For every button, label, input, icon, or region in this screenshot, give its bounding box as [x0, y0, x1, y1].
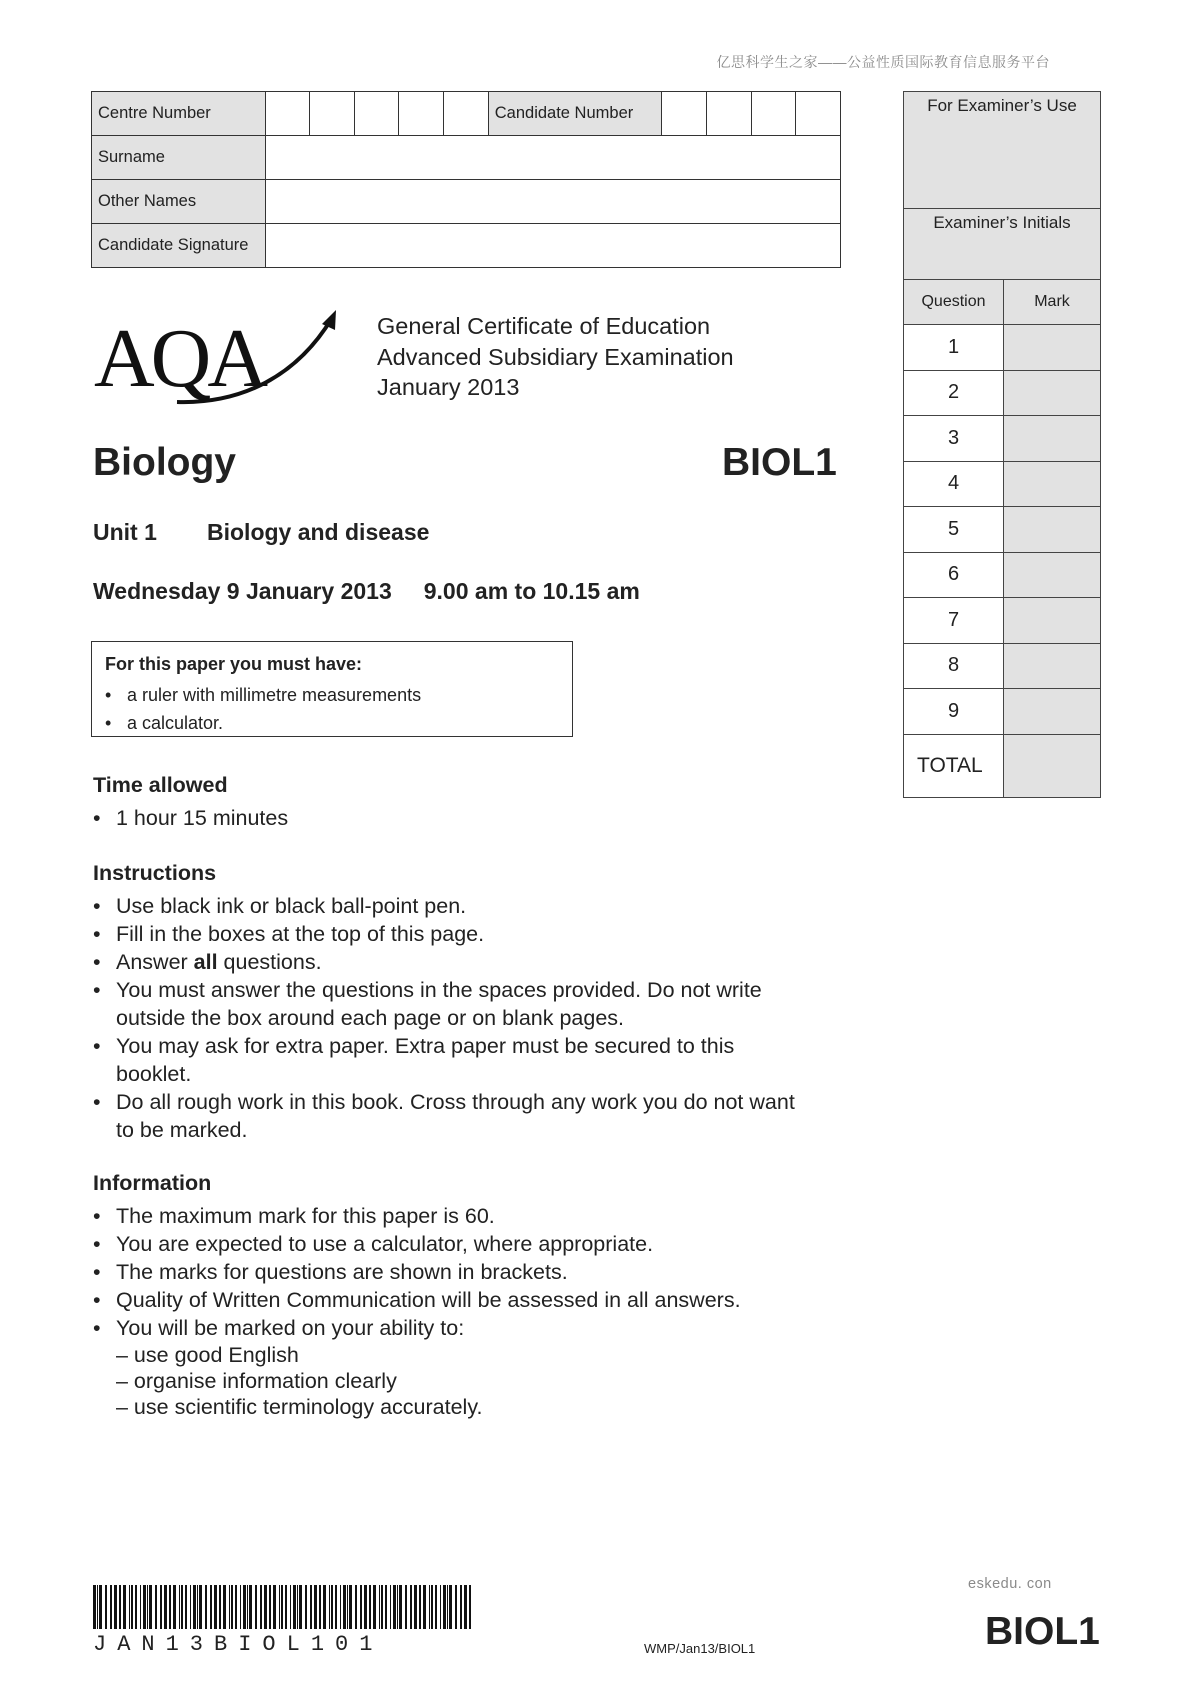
- exam-time: 9.00 am to 10.15 am: [423, 578, 640, 604]
- question-number: 3: [904, 416, 1004, 462]
- information-subitem: – organise information clearly: [116, 1369, 397, 1393]
- barcode-bar: [143, 1585, 146, 1629]
- surname-label: Surname: [92, 136, 266, 180]
- barcode-bar: [347, 1585, 348, 1629]
- barcode-bar: [185, 1585, 187, 1629]
- barcode-bar: [179, 1585, 180, 1629]
- information-section: [93, 1171, 813, 1420]
- barcode-bar: [149, 1585, 152, 1629]
- time-allowed-heading: Time allowed: [93, 773, 228, 797]
- other-names-field[interactable]: [265, 180, 840, 224]
- qualification-line: General Certificate of Education: [377, 313, 711, 339]
- signature-field[interactable]: [265, 224, 840, 268]
- barcode-bar: [135, 1585, 137, 1629]
- barcode-bar: [314, 1585, 317, 1629]
- question-number: 1: [904, 325, 1004, 371]
- must-have-heading: For this paper you must have:: [105, 654, 363, 674]
- barcode-bar: [460, 1585, 462, 1629]
- barcode-bar: [110, 1585, 112, 1629]
- barcode-bar: [379, 1585, 380, 1629]
- instruction-item: • Fill in the boxes at the top of this page.: [93, 920, 813, 948]
- question-number: 2: [904, 370, 1004, 416]
- barcode-bar: [399, 1585, 402, 1629]
- barcode-bar: [355, 1585, 357, 1629]
- barcode-bar: [435, 1585, 437, 1629]
- watermark-bottom: eskedu. con: [968, 1576, 1052, 1592]
- barcode-bar: [210, 1585, 212, 1629]
- barcode-bar: [105, 1585, 107, 1629]
- barcode-bar: [390, 1585, 391, 1629]
- barcode-bar: [155, 1585, 157, 1629]
- barcode-text: JAN13BIOL101: [93, 1632, 384, 1657]
- barcode-bar: [443, 1585, 446, 1629]
- barcode-bar: [240, 1585, 241, 1629]
- instruction-item: • You may ask for extra paper. Extra paper must be secured to this booklet.: [93, 1032, 813, 1088]
- barcode-bar: [410, 1585, 412, 1629]
- other-names-label: Other Names: [92, 180, 266, 224]
- barcode-bar: [249, 1585, 252, 1629]
- barcode-bar: [197, 1585, 198, 1629]
- mark-cell[interactable]: [1004, 507, 1101, 553]
- barcode-bar: [131, 1585, 133, 1629]
- barcode-bar: [323, 1585, 326, 1629]
- watermark-top: 亿思科学生之家——公益性质国际教育信息服务平台: [716, 54, 1050, 70]
- barcode-bar: [281, 1585, 283, 1629]
- surname-field[interactable]: [265, 136, 840, 180]
- examiner-use-label: For Examiner’s Use: [904, 92, 1101, 209]
- instruction-item: • Answer all questions.: [93, 948, 813, 976]
- centre-number-box[interactable]: [444, 92, 489, 136]
- information-item: • The marks for questions are shown in brackets.: [93, 1258, 813, 1286]
- mark-cell[interactable]: [1004, 416, 1101, 462]
- question-number: 6: [904, 552, 1004, 598]
- mark-cell[interactable]: [1004, 552, 1101, 598]
- unit-name: Biology and disease: [207, 519, 430, 545]
- barcode-bar: [114, 1585, 117, 1629]
- examiner-table: [903, 91, 1101, 798]
- barcode-bar: [169, 1585, 171, 1629]
- total-mark-cell[interactable]: [1004, 734, 1101, 797]
- barcode-bar: [147, 1585, 148, 1629]
- qualification-line: Advanced Subsidiary Examination: [377, 343, 734, 370]
- question-header: Question: [904, 280, 1004, 325]
- mark-cell[interactable]: [1004, 461, 1101, 507]
- barcode-bar: [349, 1585, 352, 1629]
- barcode-bar: [429, 1585, 430, 1629]
- barcode-bar: [329, 1585, 330, 1629]
- instructions-heading: Instructions: [93, 861, 217, 885]
- barcode-bar: [140, 1585, 141, 1629]
- unit-line: [93, 519, 430, 546]
- barcode: [93, 1585, 473, 1629]
- barcode-bar: [214, 1585, 217, 1629]
- barcode-bar: [414, 1585, 417, 1629]
- barcode-bar: [449, 1585, 452, 1629]
- barcode-bar: [269, 1585, 271, 1629]
- mark-cell[interactable]: [1004, 325, 1101, 371]
- barcode-bar: [431, 1585, 433, 1629]
- must-have-item: • a calculator.: [105, 709, 559, 737]
- information-subitem: – use good English: [116, 1343, 299, 1367]
- barcode-bar: [193, 1585, 196, 1629]
- barcode-bar: [160, 1585, 162, 1629]
- centre-number-box[interactable]: [399, 92, 444, 136]
- barcode-bar: [235, 1585, 237, 1629]
- instruction-item: • You must answer the questions in the spaces provided. Do not write outside the box around each page or on blank pages.: [93, 976, 813, 1032]
- must-have-box: [91, 641, 573, 737]
- barcode-bar: [373, 1585, 376, 1629]
- barcode-bar: [231, 1585, 233, 1629]
- barcode-bar: [181, 1585, 183, 1629]
- mark-header: Mark: [1004, 280, 1101, 325]
- centre-number-label: Centre Number: [92, 92, 266, 136]
- exam-date-line: [93, 578, 640, 605]
- question-number: 8: [904, 643, 1004, 689]
- total-label: TOTAL: [904, 734, 1004, 797]
- barcode-bar: [93, 1585, 96, 1629]
- barcode-bar: [223, 1585, 226, 1629]
- footer-code: WMP/Jan13/BIOL1: [644, 1641, 756, 1656]
- question-number: 4: [904, 461, 1004, 507]
- question-number: 7: [904, 598, 1004, 644]
- signature-label: Candidate Signature: [92, 224, 266, 268]
- paper-code: BIOL1: [722, 441, 837, 484]
- barcode-bar: [205, 1585, 207, 1629]
- unit-label: Unit 1: [93, 519, 157, 545]
- barcode-bar: [97, 1585, 98, 1629]
- candidate-number-box[interactable]: [662, 92, 707, 136]
- barcode-bar: [393, 1585, 396, 1629]
- emphasis-all: all: [193, 950, 218, 974]
- question-number: 9: [904, 689, 1004, 735]
- barcode-bar: [385, 1585, 387, 1629]
- candidate-details-table: [91, 91, 841, 268]
- information-item: • The maximum mark for this paper is 60.: [93, 1202, 813, 1230]
- barcode-bar: [469, 1585, 471, 1629]
- mark-cell[interactable]: [1004, 643, 1101, 689]
- information-item: • You will be marked on your ability to:: [93, 1314, 813, 1342]
- barcode-bar: [455, 1585, 457, 1629]
- barcode-bar: [255, 1585, 257, 1629]
- centre-number-box[interactable]: [310, 92, 355, 136]
- barcode-bar: [229, 1585, 230, 1629]
- barcode-bar: [293, 1585, 296, 1629]
- barcode-bar: [319, 1585, 321, 1629]
- candidate-number-box[interactable]: [706, 92, 751, 136]
- barcode-bar: [119, 1585, 121, 1629]
- information-item: • You are expected to use a calculator, where appropriate.: [93, 1230, 813, 1258]
- barcode-bar: [405, 1585, 407, 1629]
- information-heading: Information: [93, 1171, 212, 1195]
- barcode-bar: [464, 1585, 467, 1629]
- barcode-bar: [360, 1585, 362, 1629]
- barcode-bar: [310, 1585, 312, 1629]
- centre-number-box[interactable]: [265, 92, 310, 136]
- mark-cell[interactable]: [1004, 598, 1101, 644]
- barcode-bar: [285, 1585, 287, 1629]
- barcode-bar: [335, 1585, 337, 1629]
- time-allowed-section: [93, 773, 813, 832]
- barcode-bar: [190, 1585, 191, 1629]
- barcode-bar: [164, 1585, 167, 1629]
- must-have-item: • a ruler with millimetre measurements: [105, 681, 559, 709]
- barcode-bar: [123, 1585, 126, 1629]
- candidate-number-box[interactable]: [751, 92, 796, 136]
- time-allowed-item: • 1 hour 15 minutes: [93, 804, 813, 832]
- barcode-bar: [340, 1585, 341, 1629]
- barcode-bar: [447, 1585, 448, 1629]
- barcode-bar: [397, 1585, 398, 1629]
- barcode-bar: [199, 1585, 202, 1629]
- barcode-bar: [243, 1585, 246, 1629]
- instruction-item: • Do all rough work in this book. Cross through any work you do not want to be marked.: [93, 1088, 813, 1144]
- barcode-bar: [305, 1585, 307, 1629]
- barcode-bar: [343, 1585, 346, 1629]
- barcode-bar: [423, 1585, 426, 1629]
- mark-cell[interactable]: [1004, 689, 1101, 735]
- barcode-bar: [247, 1585, 248, 1629]
- centre-number-box[interactable]: [354, 92, 399, 136]
- question-number: 5: [904, 507, 1004, 553]
- aqa-logo: [92, 306, 342, 406]
- information-item: • Quality of Written Communication will be assessed in all answers.: [93, 1286, 813, 1314]
- barcode-bar: [173, 1585, 176, 1629]
- barcode-bar: [264, 1585, 267, 1629]
- candidate-number-box[interactable]: [796, 92, 841, 136]
- subject-title: Biology: [93, 441, 236, 484]
- barcode-bar: [219, 1585, 221, 1629]
- barcode-bar: [129, 1585, 130, 1629]
- barcode-bar: [297, 1585, 298, 1629]
- barcode-bar: [331, 1585, 333, 1629]
- mark-cell[interactable]: [1004, 370, 1101, 416]
- information-subitem: – use scientific terminology accurately.: [116, 1395, 483, 1419]
- barcode-bar: [440, 1585, 441, 1629]
- bottom-paper-code: BIOL1: [985, 1610, 1100, 1653]
- barcode-bar: [273, 1585, 276, 1629]
- instructions-section: [93, 861, 813, 1144]
- examiner-initials-label: Examiner’s Initials: [904, 209, 1101, 280]
- barcode-bar: [279, 1585, 280, 1629]
- barcode-bar: [364, 1585, 367, 1629]
- candidate-number-label: Candidate Number: [488, 92, 662, 136]
- qualification-block: [377, 311, 734, 403]
- barcode-bar: [290, 1585, 291, 1629]
- barcode-bar: [369, 1585, 371, 1629]
- qualification-line: January 2013: [377, 374, 520, 400]
- barcode-bar: [381, 1585, 383, 1629]
- instruction-item: • Use black ink or black ball-point pen.: [93, 892, 813, 920]
- barcode-bar: [260, 1585, 262, 1629]
- exam-date: Wednesday 9 January 2013: [93, 578, 392, 604]
- barcode-bar: [299, 1585, 302, 1629]
- barcode-bar: [419, 1585, 421, 1629]
- barcode-bar: [99, 1585, 102, 1629]
- aqa-logo-text: AQA: [94, 312, 264, 405]
